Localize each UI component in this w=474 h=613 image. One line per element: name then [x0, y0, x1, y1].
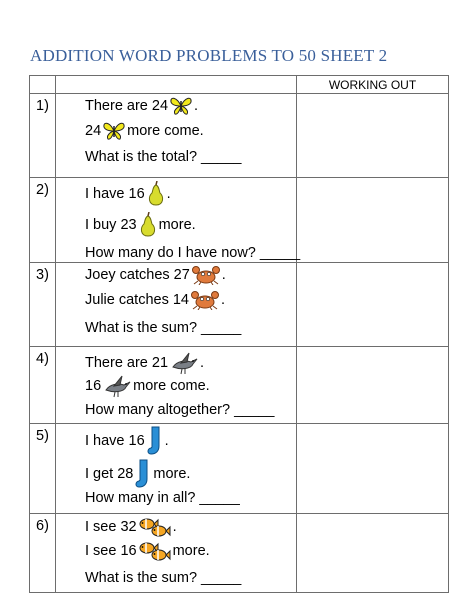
problem-text: . — [194, 98, 199, 114]
problem-line-2 — [85, 212, 196, 238]
problem-text: . — [166, 186, 171, 202]
problem-number: 6) — [30, 514, 56, 593]
sock-icon — [146, 426, 164, 456]
problem-text: 24 — [85, 123, 102, 139]
problem-row — [30, 424, 449, 514]
problem-text: 16 — [85, 378, 102, 394]
problem-text: I get 28 — [85, 466, 134, 482]
problem-text: I see 16 — [85, 543, 137, 559]
problem-line-3 — [85, 402, 274, 418]
problem-row — [30, 347, 449, 424]
fish-icon — [138, 540, 172, 562]
problem-number: 4) — [30, 347, 56, 424]
problem-line-2 — [85, 540, 210, 562]
problem-text: What is the total? _____ — [85, 149, 242, 165]
pear-icon — [138, 212, 158, 238]
bird-icon — [102, 374, 132, 398]
problem-line-1 — [85, 96, 198, 116]
problem-text: more. — [172, 543, 210, 559]
problem-text: more come. — [133, 378, 210, 394]
crab-icon — [191, 265, 221, 285]
problem-text: . — [172, 519, 177, 535]
crab-icon — [190, 290, 220, 310]
worksheet-table — [29, 75, 449, 593]
problem-text-cell — [56, 347, 297, 424]
problem-line-1 — [85, 181, 171, 207]
problem-line-1 — [85, 516, 177, 538]
problem-text: . — [200, 355, 205, 371]
problem-text: I have 16 — [85, 433, 145, 449]
problem-text: I have 16 — [85, 186, 145, 202]
problem-line-3 — [85, 245, 300, 261]
problem-text: What is the sum? _____ — [85, 320, 242, 336]
problem-line-2 — [85, 459, 190, 489]
problem-text: Julie catches 14 — [85, 292, 189, 308]
problem-row — [30, 178, 449, 263]
problem-line-3 — [85, 570, 241, 586]
fish-icon — [138, 516, 172, 538]
sock-icon — [134, 459, 152, 489]
problem-row — [30, 514, 449, 593]
problem-text: How many do I have now? _____ — [85, 245, 301, 261]
problem-text-cell — [56, 178, 301, 263]
problem-line-2 — [85, 290, 225, 310]
problem-row — [30, 94, 449, 178]
problem-text: How many in all? _____ — [85, 490, 240, 506]
problem-line-2 — [85, 374, 210, 398]
problem-text: I buy 23 — [85, 217, 137, 233]
problem-line-2 — [85, 121, 204, 141]
worksheet-title: ADDITION WORD PROBLEMS TO 50 SHEET 2 — [30, 46, 388, 65]
working-out-cell[interactable] — [297, 514, 449, 593]
problem-row — [30, 263, 449, 347]
problem-text: more. — [153, 466, 191, 482]
problem-text: . — [164, 433, 169, 449]
problem-line-3 — [85, 320, 241, 336]
working-out-header: WORKING OUT — [297, 76, 449, 94]
working-out-cell[interactable] — [297, 263, 449, 347]
problem-text-cell — [56, 94, 297, 178]
problem-text: . — [221, 267, 226, 283]
bird-icon — [169, 351, 199, 375]
header-blank-2 — [56, 76, 297, 94]
problem-line-1 — [85, 426, 169, 456]
problem-text: There are 21 — [85, 355, 169, 371]
problem-text: How many altogether? _____ — [85, 402, 275, 418]
header-blank-1 — [30, 76, 56, 94]
butterfly-icon — [102, 121, 126, 141]
working-out-cell[interactable] — [297, 424, 449, 514]
problem-text-cell — [56, 424, 297, 514]
problem-text-cell — [56, 263, 297, 347]
problem-number: 1) — [30, 94, 56, 178]
problem-text: There are 24 — [85, 98, 169, 114]
problem-line-1 — [85, 351, 204, 375]
pear-icon — [146, 181, 166, 207]
problem-text: Joey catches 27 — [85, 267, 190, 283]
problem-text: What is the sum? _____ — [85, 570, 242, 586]
problem-text: . — [220, 292, 226, 308]
problem-text-cell — [56, 514, 297, 593]
working-out-cell[interactable] — [297, 347, 449, 424]
problem-text: I see 32 — [85, 519, 137, 535]
butterfly-icon — [169, 96, 193, 116]
problem-number: 5) — [30, 424, 56, 514]
problem-text: more come. — [127, 123, 204, 139]
problem-text: more. — [158, 217, 196, 233]
working-out-cell[interactable] — [297, 178, 449, 263]
working-out-cell[interactable] — [297, 94, 449, 178]
problem-line-1 — [85, 265, 226, 285]
problem-number: 3) — [30, 263, 56, 347]
problem-line-3 — [85, 490, 240, 506]
problem-line-3 — [85, 149, 241, 165]
problem-number: 2) — [30, 178, 56, 263]
